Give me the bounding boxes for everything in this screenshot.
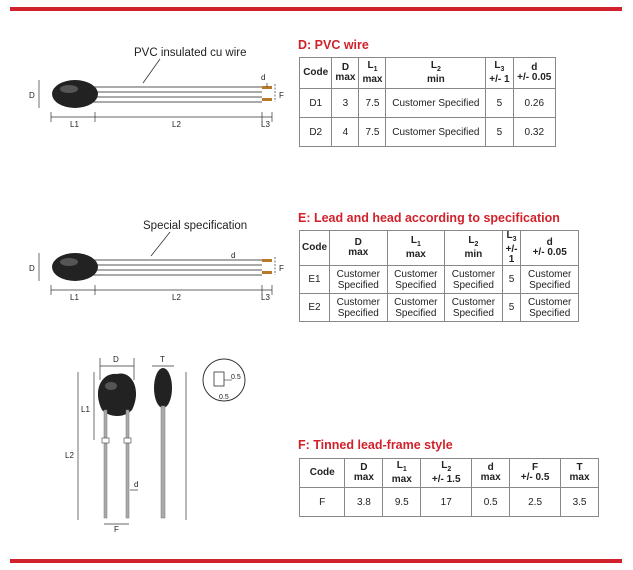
column-header: $L_3$ +/- 1	[502, 231, 521, 266]
table-cell: 5	[486, 118, 513, 147]
diagram-special-spec	[25, 213, 315, 313]
table-cell: 0.26	[513, 89, 555, 118]
svg-text:0.5: 0.5	[219, 394, 229, 401]
column-header: Code	[300, 459, 345, 488]
svg-text:d: d	[261, 73, 266, 82]
column-header: $L_3$ +/- 1	[486, 58, 513, 89]
table-cell: 0.5	[472, 488, 510, 517]
svg-text:L1: L1	[70, 120, 79, 129]
svg-text:L3: L3	[261, 293, 270, 302]
svg-text:D: D	[29, 91, 35, 100]
table-special-spec	[299, 230, 579, 322]
column-header: $L_2$ min	[386, 58, 486, 89]
column-header: Code	[300, 231, 330, 266]
bottom-accent-bar	[10, 559, 622, 563]
table-cell: E2	[300, 294, 330, 322]
table-cell: D1	[300, 89, 332, 118]
column-header: $L_2$ min	[445, 231, 503, 266]
svg-text:L2: L2	[65, 451, 74, 460]
table-cell: Customer Specified	[387, 294, 445, 322]
svg-text:L3: L3	[261, 120, 270, 129]
column-header: $L_2$ +/- 1.5	[421, 459, 472, 488]
table-cell: 3	[332, 89, 359, 118]
table-cell: Customer Specified	[387, 266, 445, 294]
table-cell: Customer Specified	[521, 266, 579, 294]
table-row	[300, 294, 579, 322]
column-header: $L_1$ max	[387, 231, 445, 266]
table-row	[300, 89, 556, 118]
table-cell: Customer Specified	[386, 89, 486, 118]
table-pvc-wire	[299, 57, 556, 147]
svg-text:D: D	[29, 264, 35, 273]
column-header: $L_1$ max	[383, 459, 421, 488]
callout-label: PVC insulated cu wire	[134, 47, 247, 59]
table-cell: 5	[502, 266, 521, 294]
table-cell: Customer Specified	[386, 118, 486, 147]
table-cell: D2	[300, 118, 332, 147]
column-header: Code	[300, 58, 332, 89]
column-header: $L_1$ max	[359, 58, 386, 89]
table-cell: 4	[332, 118, 359, 147]
svg-text:L1: L1	[70, 293, 79, 302]
table-row	[300, 266, 579, 294]
callout-label: Special specification	[143, 220, 248, 232]
table-lead-frame	[299, 458, 599, 517]
table-cell: Customer Specified	[521, 294, 579, 322]
svg-text:T: T	[160, 355, 165, 364]
top-accent-bar	[10, 7, 622, 11]
section-f-title: F: Tinned lead-frame style	[298, 438, 453, 452]
svg-text:L2: L2	[172, 293, 181, 302]
table-cell: 5	[502, 294, 521, 322]
table-cell: 17	[421, 488, 472, 517]
table-cell: F	[300, 488, 345, 517]
column-header: D max	[332, 58, 359, 89]
table-cell: 7.5	[359, 89, 386, 118]
column-header: D max	[345, 459, 383, 488]
svg-text:L1: L1	[81, 405, 90, 414]
table-cell: Customer Specified	[445, 294, 503, 322]
table-cell: Customer Specified	[445, 266, 503, 294]
table-cell: 9.5	[383, 488, 421, 517]
svg-text:F: F	[114, 525, 119, 534]
table-cell: Customer Specified	[330, 266, 388, 294]
svg-text:d: d	[134, 480, 139, 489]
table-cell: 3.8	[345, 488, 383, 517]
column-header: D max	[330, 231, 388, 266]
table-cell: Customer Specified	[330, 294, 388, 322]
table-cell: 2.5	[510, 488, 561, 517]
diagram-pvc-wire	[25, 40, 315, 140]
table-row	[300, 118, 556, 147]
svg-text:0.5: 0.5	[231, 374, 241, 381]
table-row	[300, 488, 599, 517]
svg-text:D: D	[113, 355, 119, 364]
table-cell: 5	[486, 89, 513, 118]
column-header: d max	[472, 459, 510, 488]
table-cell: 3.5	[561, 488, 599, 517]
section-e-title: E: Lead and head according to specification	[298, 211, 560, 225]
svg-text:F: F	[279, 264, 284, 273]
section-d-title: D: PVC wire	[298, 38, 369, 52]
table-cell: E1	[300, 266, 330, 294]
column-header: T max	[561, 459, 599, 488]
svg-text:d: d	[231, 251, 236, 260]
table-cell: 0.32	[513, 118, 555, 147]
svg-text:F: F	[279, 91, 284, 100]
diagram-lead-frame	[62, 350, 282, 540]
svg-text:L2: L2	[172, 120, 181, 129]
column-header: F +/- 0.5	[510, 459, 561, 488]
table-cell: 7.5	[359, 118, 386, 147]
column-header: d +/- 0.05	[521, 231, 579, 266]
column-header: d +/- 0.05	[513, 58, 555, 89]
